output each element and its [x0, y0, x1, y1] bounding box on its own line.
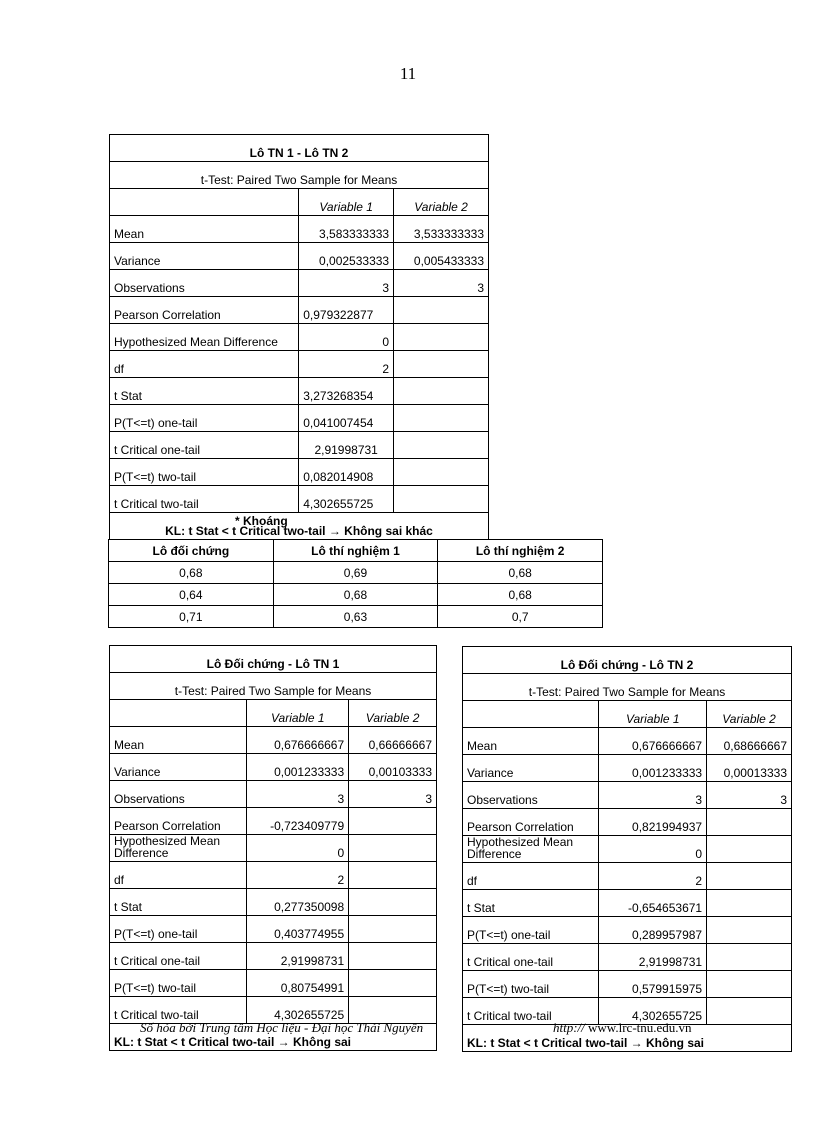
row-label: Variance — [110, 243, 299, 270]
row-value-1: 0,676666667 — [247, 727, 349, 754]
row-label: t Critical two-tail — [110, 486, 299, 513]
row-value-2 — [707, 971, 792, 998]
table-subtitle: t-Test: Paired Two Sample for Means — [110, 162, 489, 189]
table-cell: 0,63 — [273, 606, 438, 628]
table-cell: 0,7 — [438, 606, 603, 628]
table-row — [110, 270, 489, 297]
conclusion: KL: t Stat < t Critical two-tail → Không sai khác — [110, 513, 489, 540]
row-value-1: 2 — [299, 351, 394, 378]
row-value-2 — [707, 890, 792, 917]
table-row — [463, 728, 792, 755]
row-value-2 — [349, 970, 437, 997]
ttest-table-dc-tn1 — [109, 645, 437, 1051]
row-value-1: 4,302655725 — [299, 486, 394, 513]
row-label: Mean — [463, 728, 599, 755]
row-value-2 — [349, 916, 437, 943]
table-row — [463, 809, 792, 836]
row-value-2 — [707, 863, 792, 890]
row-value-1: 0,676666667 — [599, 728, 707, 755]
table-row — [110, 243, 489, 270]
row-label: Observations — [110, 270, 299, 297]
row-value-1: 2,91998731 — [247, 943, 349, 970]
row-label: P(T<=t) two-tail — [463, 971, 599, 998]
table-subtitle: t-Test: Paired Two Sample for Means — [110, 673, 437, 700]
table-row — [110, 943, 437, 970]
column-header: Lô đối chứng — [109, 540, 274, 562]
row-value-1: 0,041007454 — [299, 405, 394, 432]
header-variable-1: Variable 1 — [299, 189, 394, 216]
table-row — [110, 781, 437, 808]
table-row — [110, 862, 437, 889]
table-row — [463, 917, 792, 944]
row-value-1: 2,91998731 — [299, 432, 394, 459]
row-value-2 — [707, 998, 792, 1025]
table-row — [463, 755, 792, 782]
table-row — [463, 944, 792, 971]
table-row — [110, 432, 489, 459]
table-row — [463, 971, 792, 998]
table-cell: 0,68 — [273, 584, 438, 606]
row-value-2: 0,005433333 — [394, 243, 489, 270]
row-value-2: 3 — [707, 782, 792, 809]
footer-url-host: www.lrc-tnu.edu.vn — [584, 1020, 692, 1035]
row-label: Hypothesized Mean Difference — [110, 835, 247, 862]
row-value-1: -0,723409779 — [247, 808, 349, 835]
table-cell: 0,71 — [109, 606, 274, 628]
footer-source-text: Số hóa bởi Trung tâm Học liệu - Đại học Thái Nguyên — [140, 1020, 424, 1035]
row-value-1: 4,302655725 — [599, 998, 707, 1025]
table-row — [110, 405, 489, 432]
table-cell: 0,68 — [109, 562, 274, 584]
table-row — [110, 727, 437, 754]
row-label: df — [110, 862, 247, 889]
row-value-2: 3,533333333 — [394, 216, 489, 243]
section-label-khoang: * Khoáng — [235, 514, 288, 528]
header-variable-1: Variable 1 — [247, 700, 349, 727]
row-value-2 — [349, 943, 437, 970]
table-row — [110, 297, 489, 324]
ttest-table-tn1-tn2 — [109, 134, 489, 540]
row-value-1: 3,583333333 — [299, 216, 394, 243]
row-value-2 — [394, 297, 489, 324]
row-label: Observations — [463, 782, 599, 809]
conclusion: KL: t Stat < t Critical two-tail → Không sai — [110, 1024, 437, 1051]
row-value-2 — [707, 836, 792, 863]
row-label: Pearson Correlation — [110, 808, 247, 835]
table-row — [110, 889, 437, 916]
row-label: Observations — [110, 781, 247, 808]
row-value-1: 3 — [299, 270, 394, 297]
table-cell: 0,69 — [273, 562, 438, 584]
row-label: Mean — [110, 727, 247, 754]
conclusion: KL: t Stat < t Critical two-tail → Không sai — [463, 1025, 792, 1052]
row-value-2: 0,00103333 — [349, 754, 437, 781]
row-label: Pearson Correlation — [110, 297, 299, 324]
row-label: t Critical one-tail — [110, 432, 299, 459]
table-cell: 0,64 — [109, 584, 274, 606]
column-header: Lô thí nghiệm 2 — [438, 540, 603, 562]
header-variable-1: Variable 1 — [599, 701, 707, 728]
row-value-1: 3 — [599, 782, 707, 809]
row-value-2 — [349, 808, 437, 835]
row-value-1: 0,403774955 — [247, 916, 349, 943]
row-value-2 — [394, 405, 489, 432]
row-label: P(T<=t) one-tail — [110, 916, 247, 943]
row-label: Mean — [110, 216, 299, 243]
row-value-2 — [349, 862, 437, 889]
row-value-1: 0,001233333 — [247, 754, 349, 781]
table-row — [110, 754, 437, 781]
row-value-2 — [394, 351, 489, 378]
row-value-1: 0,277350098 — [247, 889, 349, 916]
row-value-2: 3 — [349, 781, 437, 808]
table-title: Lô Đối chứng - Lô TN 2 — [463, 647, 792, 674]
table-subtitle: t-Test: Paired Two Sample for Means — [463, 674, 792, 701]
header-empty — [463, 701, 599, 728]
table-row — [110, 808, 437, 835]
row-label: Hypothesized Mean Difference — [463, 836, 599, 863]
footer-url-prefix: http:// — [553, 1020, 585, 1035]
row-label: t Critical one-tail — [463, 944, 599, 971]
row-label: P(T<=t) one-tail — [463, 917, 599, 944]
row-value-1: 3 — [247, 781, 349, 808]
header-variable-2: Variable 2 — [349, 700, 437, 727]
row-value-1: 0,80754991 — [247, 970, 349, 997]
table-row — [463, 782, 792, 809]
row-value-2 — [394, 324, 489, 351]
row-label: t Stat — [463, 890, 599, 917]
row-value-2 — [707, 917, 792, 944]
row-value-2: 0,66666667 — [349, 727, 437, 754]
row-value-2 — [394, 486, 489, 513]
row-value-2 — [394, 459, 489, 486]
row-value-1: 0,002533333 — [299, 243, 394, 270]
table-cell: 0,68 — [438, 562, 603, 584]
table-row — [110, 378, 489, 405]
header-empty — [110, 189, 299, 216]
row-value-1: 2 — [599, 863, 707, 890]
row-label: Variance — [463, 755, 599, 782]
table-row — [463, 890, 792, 917]
row-value-1: 0 — [299, 324, 394, 351]
table-title: Lô Đối chứng - Lô TN 1 — [110, 646, 437, 673]
header-variable-2: Variable 2 — [707, 701, 792, 728]
row-label: df — [110, 351, 299, 378]
row-value-2: 0,00013333 — [707, 755, 792, 782]
row-value-1: -0,654653671 — [599, 890, 707, 917]
row-label: t Stat — [110, 378, 299, 405]
table-row — [110, 459, 489, 486]
row-value-1: 0 — [247, 835, 349, 862]
header-empty — [110, 700, 247, 727]
table-row — [110, 216, 489, 243]
table-row — [110, 486, 489, 513]
row-value-1: 0,289957987 — [599, 917, 707, 944]
row-value-1: 0,579915975 — [599, 971, 707, 998]
row-label: t Critical two-tail — [463, 998, 599, 1025]
row-label: t Critical two-tail — [110, 997, 247, 1024]
khoang-table — [108, 539, 603, 628]
table-row — [109, 606, 603, 628]
row-label: t Critical one-tail — [110, 943, 247, 970]
row-value-1: 3,273268354 — [299, 378, 394, 405]
table-row — [463, 863, 792, 890]
row-label: Variance — [110, 754, 247, 781]
page-number: 11 — [399, 64, 417, 83]
row-label: P(T<=t) two-tail — [110, 459, 299, 486]
row-value-2 — [394, 378, 489, 405]
table-row — [110, 835, 437, 862]
column-header: Lô thí nghiệm 1 — [273, 540, 438, 562]
table-row — [110, 351, 489, 378]
row-value-1: 0,821994937 — [599, 809, 707, 836]
row-label: Pearson Correlation — [463, 809, 599, 836]
row-label: P(T<=t) one-tail — [110, 405, 299, 432]
table-row — [110, 916, 437, 943]
row-value-2 — [349, 889, 437, 916]
row-value-2 — [394, 432, 489, 459]
table-title: Lô TN 1 - Lô TN 2 — [110, 135, 489, 162]
row-label: t Stat — [110, 889, 247, 916]
row-label: df — [463, 863, 599, 890]
row-value-1: 2,91998731 — [599, 944, 707, 971]
footer-url[interactable] — [553, 1020, 692, 1036]
row-value-1: 0,082014908 — [299, 459, 394, 486]
row-value-2 — [707, 809, 792, 836]
table-row — [110, 970, 437, 997]
row-value-2 — [707, 944, 792, 971]
row-value-2: 0,68666667 — [707, 728, 792, 755]
table-row — [109, 562, 603, 584]
table-row — [109, 584, 603, 606]
row-value-2 — [349, 835, 437, 862]
row-label: Hypothesized Mean Difference — [110, 324, 299, 351]
ttest-table-dc-tn2 — [462, 646, 792, 1052]
table-row — [110, 324, 489, 351]
row-label: P(T<=t) two-tail — [110, 970, 247, 997]
row-value-1: 0,979322877 — [299, 297, 394, 324]
row-value-2: 3 — [394, 270, 489, 297]
row-value-1: 0 — [599, 836, 707, 863]
table-row — [463, 836, 792, 863]
row-value-1: 0,001233333 — [599, 755, 707, 782]
header-variable-2: Variable 2 — [394, 189, 489, 216]
table-cell: 0,68 — [438, 584, 603, 606]
row-value-1: 2 — [247, 862, 349, 889]
row-value-1: 4,302655725 — [247, 997, 349, 1024]
